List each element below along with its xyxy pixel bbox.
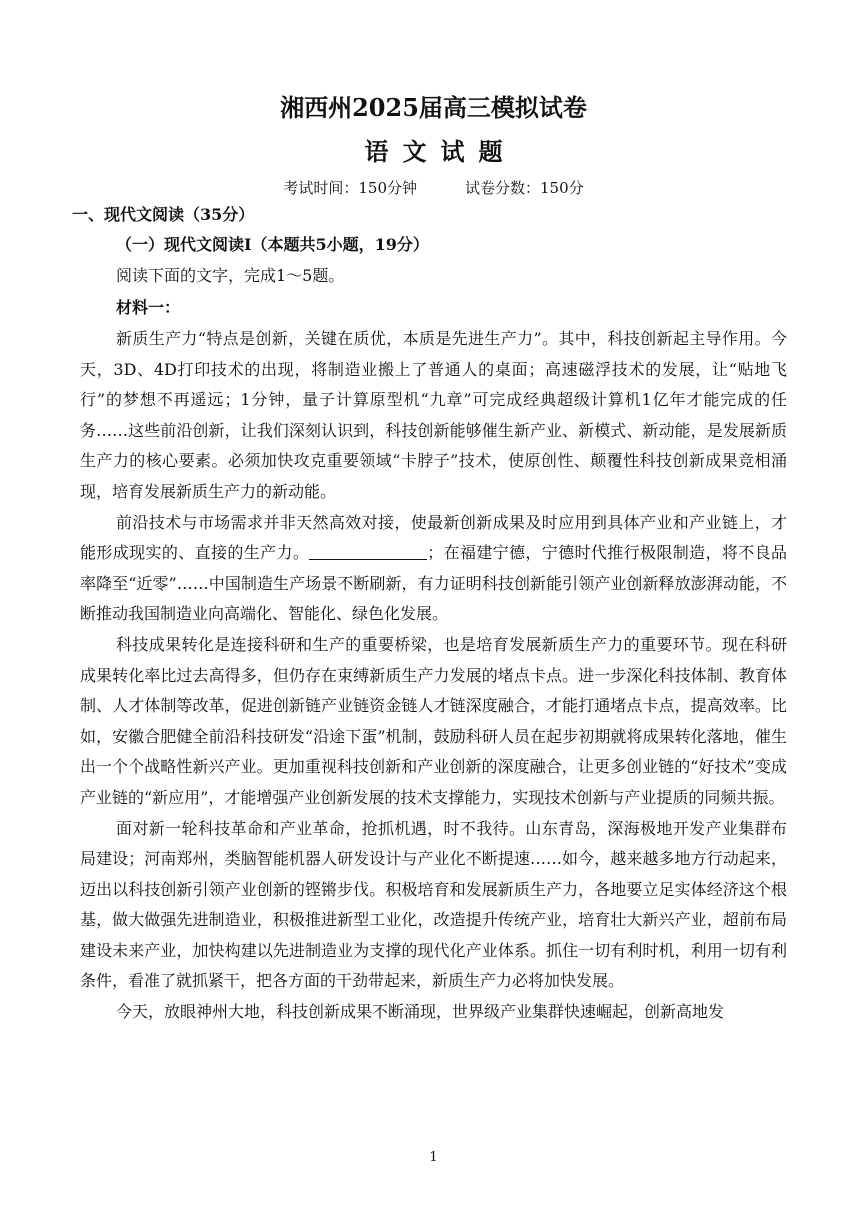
paragraph-5: 今天，放眼神州大地，科技创新成果不断涌现，世界级产业集群快速崛起，创新高地发 <box>116 1002 725 1022</box>
material-label: 材料一： <box>116 298 181 317</box>
reading-instruction: 阅读下面的文字，完成1～5题。 <box>116 266 345 285</box>
answer-blank[interactable] <box>309 543 427 560</box>
paragraph-2-part-1: 前沿技术与市场需求并非天然高效对接，使最新创新成果及时应用到具体产业和产业链上，才能形成现实的、直接的生产力。 <box>80 512 787 563</box>
subsection-heading: （一）现代文阅读I（本题共5小题，19分） <box>116 235 429 254</box>
exam-info <box>80 176 787 200</box>
exam-score: 试卷分数：150分 <box>465 179 584 197</box>
section-heading: 一、现代文阅读（35分） <box>72 205 255 224</box>
paragraph-3: 科技成果转化是连接科研和生产的重要桥梁，也是培育发展新质生产力的重要环节。现在科研成果转化率比过去高得多，但仍存在束缚新质生产力发展的堵点卡点。进一步深化科技体制、教育体制、人才体制等改革，促进创新链产业链资金链人才链深度融合，才能打通堵点卡点，提高效率。比如，安徽合肥健全前沿科技研发“沿途下蛋”机制，鼓励科研人员在起步初期就将成果转化落地，催生出一个个战略性新兴产业。更加重视科技创新和产业创新的深度融合，让更多创业链的“好技术”变成产业链的“新应用”，才能增强产业创新发展的技术支撑能力，实现技术创新与产业提质的同频共振。 <box>80 634 787 807</box>
exam-time: 考试时间：150分钟 <box>283 179 417 197</box>
paragraph-1: 新质生产力“特点是创新，关键在质优，本质是先进生产力”。其中，科技创新起主导作用。今天，3D、4D打印技术的出现，将制造业搬上了普通人的桌面；高速磁浮技术的发展，让“贴地飞行”的梦想不再遥远；1分钟，量子计算原型机“九章”可完成经典超级计算机1亿年才能完成的任务……这些前沿创新，让我们深刻认识到，科技创新能够催生新产业、新模式、新动能，是发展新质生产力的核心要素。必须加快攻克重要领域“卡脖子”技术，使原创性、颠覆性科技创新成果竞相涌现，培育发展新质生产力的新动能。 <box>80 329 787 501</box>
paragraph-2 <box>80 508 787 630</box>
page-number: 1 <box>429 1150 438 1165</box>
paragraph-2-part-2: ；在福建宁德，宁德时代推行极限制造，将不良品率降至“近零”……中国制造生产场景不断刷新，有力证明科技创新能引领产业创新释放澎湃动能，不断推动我国制造业向高端化、智能化、绿色化发展。 <box>80 543 787 624</box>
paragraph-4: 面对新一轮科技革命和产业革命，抢抓机遇，时不我待。山东青岛，深海极地开发产业集群布局建设；河南郑州，类脑智能机器人研发设计与产业化不断提速……如今，越来越多地方行动起来，迈出以科技创新引领产业创新的铿锵步伐。积极培育和发展新质生产力，各地要立足实体经济这个根基，做大做强先进制造业，积极推进新型工业化，改造提升传统产业，培育壮大新兴产业，超前布局建设未来产业，加快构建以先进制造业为支撑的现代化产业体系。抓住一切有利时机，利用一切有利条件，看准了就抓紧干，把各方面的干劲带起来，新质生产力必将加快发展。 <box>80 818 787 991</box>
exam-subtitle: 语文试题 <box>364 137 517 166</box>
exam-title: 湘西州2025届高三模拟试卷 <box>280 93 587 122</box>
